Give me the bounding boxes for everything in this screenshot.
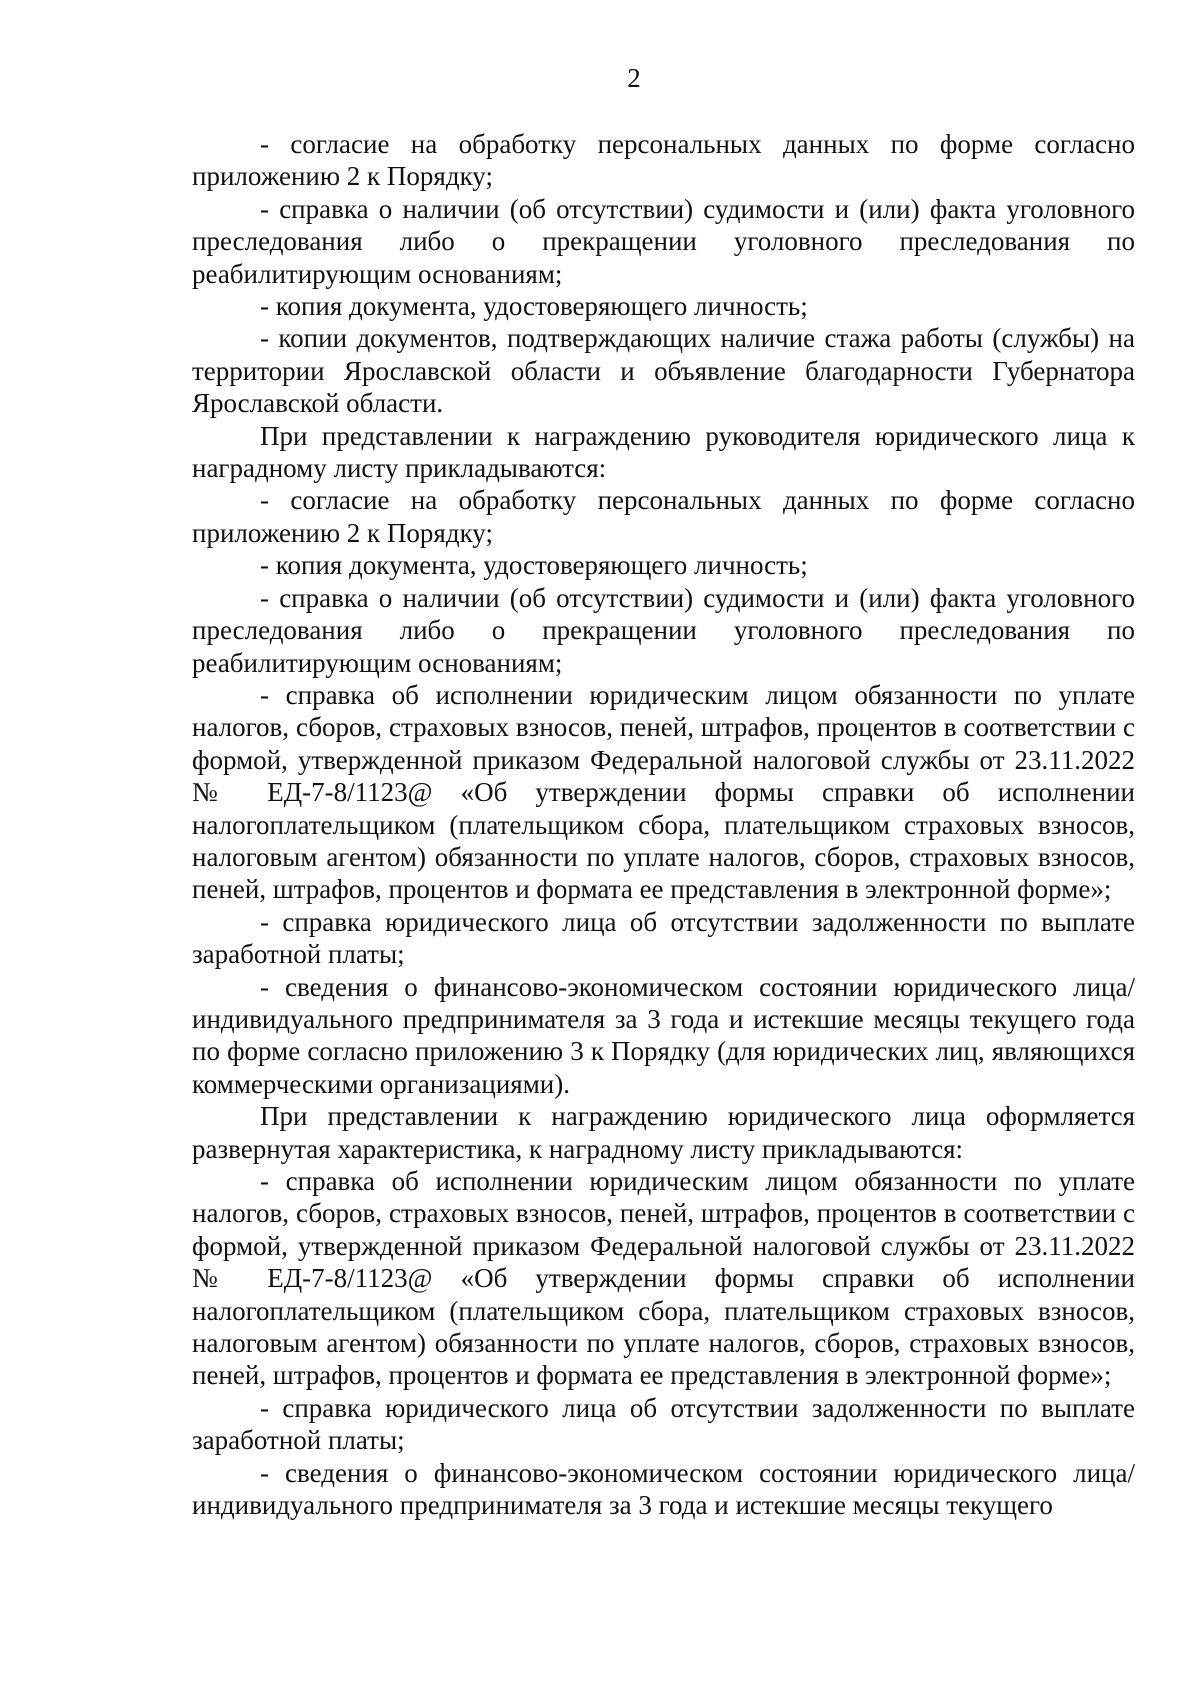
document-body — [192, 128, 1135, 1521]
paragraph: - согласие на обработку персональных данных по форме согласно приложению 2 к Порядку; — [192, 129, 1135, 192]
paragraph: - сведения о финансово-экономическом состоянии юридического лица/ индивидуального предпринимателя за 3 года и истекшие месяцы текущего года по форме согласно приложению 3 к Порядку (для юридических лиц, являющихся коммерческими организациями). — [192, 971, 1135, 1099]
paragraph: - копии документов, подтверждающих наличие стажа работы (службы) на территории Ярославской области и объявление благодарности Губернатора Ярославской области. — [192, 323, 1135, 419]
paragraph: - справка об исполнении юридическим лицом обязанности по уплате налогов, сборов, страховых взносов, пеней, штрафов, процентов в соответствии с формой, утвержденной приказом Федеральной налоговой службы от 23.11.2022 № ЕД-7-8/1123@ «Об утверждении формы справки об исполнении налогоплательщиком (плательщиком сбора, плательщиком страховых взносов, налоговым агентом) обязанности по уплате налогов, сборов, страховых взносов, пеней, штрафов, процентов и формата ее представления в электронной форме»; — [192, 1166, 1135, 1391]
paragraph: - справка о наличии (об отсутствии) судимости и (или) факта уголовного преследования либо о прекращении уголовного преследования по реабилитирующим основаниям; — [192, 193, 1135, 289]
paragraph: - копия документа, удостоверяющего личность; — [260, 550, 808, 581]
paragraph: - справка юридического лица об отсутствии задолженности по выплате заработной платы; — [192, 1392, 1135, 1456]
paragraph: - согласие на обработку персональных данных по форме согласно приложению 2 к Порядку; — [192, 485, 1135, 548]
paragraph: - копия документа, удостоверяющего личность; — [260, 291, 808, 322]
paragraph: - справка юридического лица об отсутствии задолженности по выплате заработной платы; — [192, 906, 1135, 970]
paragraph: При представлении к награждению юридического лица оформляется развернутая характеристика, к наградному листу прикладываются: — [192, 1101, 1135, 1164]
paragraph: При представлении к награждению руководителя юридического лица к наградному листу прикладываются: — [192, 420, 1135, 484]
page-number: 2 — [627, 63, 641, 93]
paragraph: - справка об исполнении юридическим лицом обязанности по уплате налогов, сборов, страховых взносов, пеней, штрафов, процентов в соответствии с формой, утвержденной приказом Федеральной налоговой службы от 23.11.2022 № ЕД-7-8/1123@ «Об утверждении формы справки об исполнении налогоплательщиком (плательщиком сбора, плательщиком страховых взносов, налоговым агентом) обязанности по уплате налогов, сборов, страховых взносов, пеней, штрафов, процентов и формата ее представления в электронной форме»; — [192, 679, 1135, 905]
paragraph: - сведения о финансово-экономическом состоянии юридического лица/ индивидуального предпринимателя за 3 года и истекшие месяцы текущего — [192, 1457, 1135, 1521]
paragraph: - справка о наличии (об отсутствии) судимости и (или) факта уголовного преследования либо о прекращении уголовного преследования по реабилитирующим основаниям; — [192, 582, 1135, 678]
